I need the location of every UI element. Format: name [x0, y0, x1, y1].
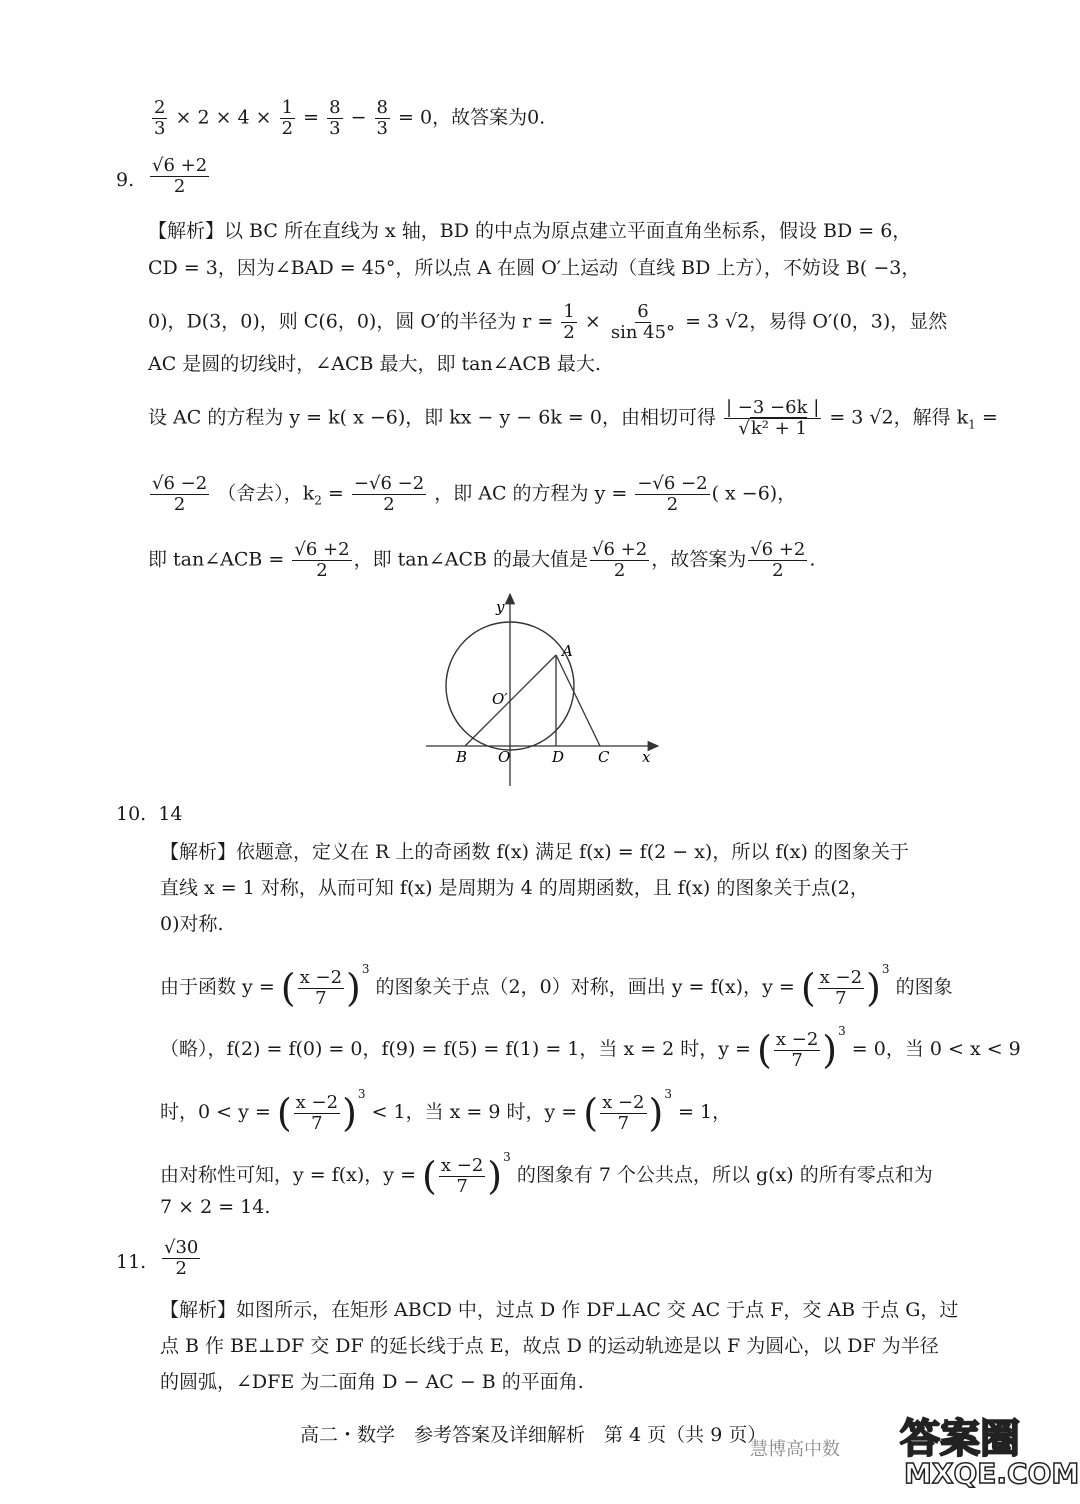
q9-text-7b: ，即 tan∠ACB 的最大值是: [353, 548, 588, 571]
q11-text-3: 的圆弧，∠DFE 为二面角 D − AC − B 的平面角.: [160, 1371, 584, 1393]
q10-text-7b: 的图象有 7 个公共点，所以 g(x) 的所有零点和为: [516, 1164, 933, 1186]
q10-line-6: 时，0 < y = ( $\frac{x -2}{7}$ )$^3$ < 1，当 x = 9 时，y = ( $\frac{x -2}{7}$ )$^3$ = 1，: [160, 1087, 732, 1135]
q10-text-1: 依题意，定义在 R 上的奇函数 f(x) 满足 f(x) = f(2 − x)，所以 f(x) 的图象关于: [236, 841, 909, 863]
q9-number: 9.: [116, 169, 135, 191]
q11-text-2: 点 B 作 BE⊥DF 交 DF 的延长线于点 E，故点 D 的运动轨迹是以 F 为圆心，以 DF 为半径: [160, 1335, 939, 1357]
q10-text-3: 0)对称.: [160, 913, 224, 935]
q9-text-7c: ，故答案为: [651, 548, 747, 571]
q10-line-8: [160, 1193, 270, 1221]
q10-line-3: [160, 910, 224, 938]
q10-text-6c: = 1，: [678, 1101, 732, 1123]
q9-text-5c: =: [981, 406, 998, 429]
q9-answer-den: 2: [173, 176, 186, 197]
q9-line-3: 0)，D(3，0)，则 C(6，0)，圆 O′的半径为 r = $\frac{1}{2}$ × $\frac{6}{\sin 45^\circ}$ = 3 √2，易得 O′(0，3)，显然: [148, 301, 948, 343]
geometry-figure: [420, 590, 670, 790]
watermark-logo: 答案圈: [900, 1415, 1020, 1462]
fraction: $\frac{8}{3}$: [376, 97, 388, 139]
q9-text-1: 以 BC 所在直线为 x 轴，BD 的中点为原点建立平面直角坐标系，假设 BD = 6，: [224, 220, 912, 242]
q9-text-4: AC 是圆的切线时，∠ACB 最大，即 tan∠ACB 最大.: [148, 353, 601, 375]
q9-line-4: [148, 350, 601, 378]
watermark-brand: 慧博高中数: [750, 1439, 840, 1460]
q9-text-6a: （舍去），k: [217, 482, 315, 505]
watermark: [750, 1405, 1080, 1495]
q9-text-7d: .: [809, 548, 816, 571]
q9-line-6: $\frac{√6 -2}{2}$ （舍去），$k_2$ = $\frac{-√6 -2}{2}$ ，即 AC 的方程为 y = $\frac{-√6 -2}{2}$ ( x −6)，: [152, 473, 797, 515]
fraction: $\frac{1}{2}$: [281, 97, 294, 139]
q10-text-5b: = 0，当 0 < x < 9: [851, 1038, 1021, 1060]
fraction: $\frac{8}{3}$: [329, 97, 341, 139]
label-x: x: [642, 748, 651, 766]
q10-text-5a: （略），f(2) = f(0) = 0，f(9) = f(5) = f(1) = 1，当 x = 2 时，y =: [160, 1038, 751, 1060]
q9-text-6b: ，即 AC 的方程为 y =: [434, 482, 628, 505]
q11-text-1: 如图所示，在矩形 ABCD 中，过点 D 作 DF⊥AC 交 AC 于点 F，交 AB 于点 G，过: [236, 1299, 959, 1321]
q10-text-4b: 的图象关于点（2，0）对称，画出 y = f(x)，y =: [375, 976, 795, 998]
label-d: D: [552, 748, 565, 766]
label-a: A: [562, 642, 573, 660]
q9-line-5: 设 AC 的方程为 y = k( x −6)，即 kx − y − 6k = 0，由相切可得 $\frac{| -3 -6k |}{\text{√k² + 1}}$ = 3 √2，解得 $k_1$ =: [148, 397, 998, 439]
q11-line-1: [160, 1296, 958, 1324]
segment-ac: [556, 655, 600, 746]
jiexi-label: 【解析】: [160, 1299, 237, 1321]
label-o: O: [498, 748, 511, 766]
jiexi-label: 【解析】: [160, 841, 237, 863]
q11-answer-num: √30: [164, 1237, 199, 1258]
q11-number: 11.: [116, 1251, 147, 1273]
label-c: C: [598, 748, 610, 766]
q11-answer-den: 2: [175, 1258, 187, 1279]
q9-line-7: 即 tan∠ACB = $\frac{√6 +2}{2}$ ，即 tan∠ACB 的最大值是 $\frac{√6 +2}{2}$ ，故答案为 $\frac{√6 +2}{2}$ .: [148, 539, 816, 581]
q9-text-7a: 即 tan∠ACB =: [148, 548, 285, 571]
watermark-site: MXQE.COM: [904, 1457, 1080, 1490]
q11-line-2: [160, 1332, 939, 1360]
q10-line-7: 由对称性可知，y = f(x)，y = ( $\frac{x -2}{7}$ )$^3$ 的图象有 7 个公共点，所以 g(x) 的所有零点和为: [160, 1150, 933, 1198]
q10-text-4c: 的图象: [895, 976, 953, 998]
label-y: y: [496, 598, 505, 616]
q9-answer: [148, 156, 211, 197]
fraction: $\frac{2}{3}$: [154, 97, 166, 139]
q10-text-7a: 由对称性可知，y = f(x)，y =: [160, 1164, 416, 1186]
q11-answer: [160, 1238, 202, 1279]
q10-line-4: 由于函数 y = ( $\frac{x -2}{7}$ )$^3$ 的图象关于点（2，0）对称，画出 y = f(x)，y = ( $\frac{x -2}{7}$ )$^3$ 的图象: [160, 962, 953, 1010]
q9-text-5b: = 3 √2，解得 k: [829, 406, 969, 429]
q10-line-1: [160, 838, 909, 866]
q10-text-4a: 由于函数 y =: [160, 976, 275, 998]
q10-answer: 14: [158, 803, 183, 825]
q10-number-line: [116, 800, 183, 828]
q9-text-3a: 0)，D(3，0)，则 C(6，0)，圆 O′的半径为 r =: [148, 310, 554, 333]
q10-text-8: 7 × 2 = 14.: [160, 1196, 271, 1218]
q11-line-3: [160, 1368, 584, 1396]
page-footer: 高二・数学 参考答案及详细解析 第 4 页（共 9 页）: [300, 1424, 767, 1446]
label-b: B: [456, 748, 468, 766]
jiexi-label: 【解析】: [148, 220, 225, 242]
q10-line-2: [160, 874, 869, 902]
q8-conclusion-line: $\frac{2}{3}$ × 2 × 4 × $\frac{1}{2}$ = $\frac{8}{3}$ − $\frac{8}{3}$ = 0，故答案为0.: [154, 97, 546, 139]
q9-text-3b: = 3 √2，易得 O′(0，3)，显然: [685, 310, 948, 333]
q10-number: 10.: [116, 803, 147, 825]
q9-text-2: CD = 3，因为∠BAD = 45°，所以点 A 在圆 O′上运动（直线 BD 上方），不妨设 B( −3，: [148, 257, 921, 279]
q10-text-6a: 时，0 < y =: [160, 1101, 271, 1123]
q10-text-2: 直线 x = 1 对称，从而可知 f(x) 是周期为 4 的周期函数，且 f(x) 的图象关于点(2，: [160, 877, 869, 899]
q9-text-5a: 设 AC 的方程为 y = k( x −6)，即 kx − y − 6k = 0，由相切可得: [148, 406, 716, 429]
q9-text-6c: ( x −6)，: [711, 482, 797, 505]
q10-text-6b: < 1，当 x = 9 时，y =: [371, 1101, 578, 1123]
q10-line-5: （略），f(2) = f(0) = 0，f(9) = f(5) = f(1) = 1，当 x = 2 时，y = ( $\frac{x -2}{7}$ )$^3$ = 0，当 0 < x < 9: [160, 1024, 1021, 1072]
q9-line-1: [148, 217, 911, 245]
q8-conclusion-text: ，故答案为0.: [432, 106, 546, 129]
q9-line-2: [148, 254, 920, 282]
q9-answer-num: √6 +2: [152, 155, 208, 176]
label-o-prime: O′: [492, 690, 508, 708]
